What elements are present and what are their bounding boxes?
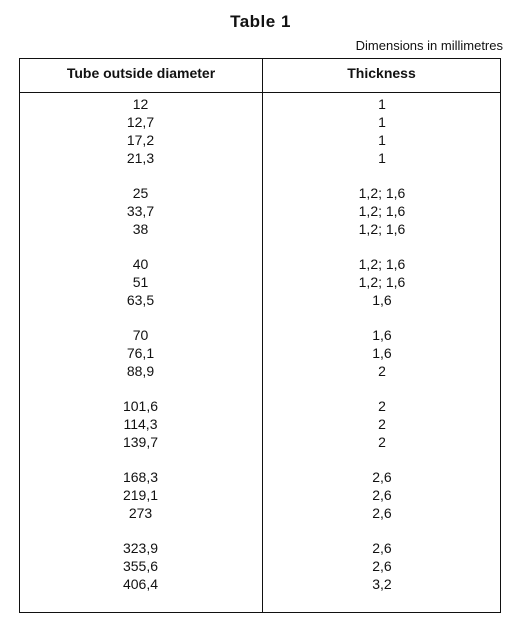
- table-row: [20, 326, 500, 344]
- cell-thickness: 3,2: [372, 576, 392, 592]
- dimensions-table: [19, 58, 501, 613]
- table-row: [20, 397, 500, 415]
- table-row: [20, 486, 500, 504]
- table-row: [20, 557, 500, 575]
- cell-thickness: 1,2; 1,6: [358, 185, 406, 201]
- table-row: [20, 344, 500, 362]
- cell-thickness: 2,6: [372, 505, 392, 521]
- cell-diameter: 25: [132, 185, 149, 201]
- cell-diameter: 40: [132, 256, 149, 272]
- cell-thickness: 2,6: [372, 469, 392, 485]
- table-row: [20, 149, 500, 167]
- row-group: [20, 184, 500, 238]
- table-header-row: [20, 59, 500, 93]
- cell-diameter: 63,5: [126, 292, 155, 308]
- table-row: [20, 362, 500, 380]
- cell-thickness: 1,2; 1,6: [358, 256, 406, 272]
- row-group: [20, 539, 500, 593]
- cell-thickness: 2: [378, 363, 386, 379]
- cell-thickness: 1: [378, 96, 386, 112]
- table-row: [20, 95, 500, 113]
- cell-thickness: 1,2; 1,6: [358, 203, 406, 219]
- cell-thickness: 2: [378, 434, 386, 450]
- cell-diameter: 114,3: [123, 416, 158, 432]
- cell-thickness: 2,6: [372, 558, 392, 574]
- cell-diameter: 76,1: [126, 345, 155, 361]
- row-group: [20, 255, 500, 309]
- cell-thickness: 1: [378, 114, 386, 130]
- cell-diameter: 355,6: [122, 558, 159, 574]
- table-row: [20, 291, 500, 309]
- cell-thickness: 2: [378, 416, 386, 432]
- cell-diameter: 139,7: [122, 434, 159, 450]
- table-row: [20, 113, 500, 131]
- cell-thickness: 2,6: [372, 540, 392, 556]
- cell-diameter: 33,7: [126, 203, 155, 219]
- cell-thickness: 1,6: [372, 327, 392, 343]
- table-body: [20, 95, 500, 610]
- cell-thickness: 1,2; 1,6: [358, 274, 406, 290]
- cell-thickness: 1: [378, 150, 386, 166]
- cell-diameter: 12: [132, 96, 149, 112]
- cell-diameter: 168,3: [122, 469, 159, 485]
- cell-thickness: 2,6: [372, 487, 392, 503]
- cell-thickness: 1,2; 1,6: [358, 221, 406, 237]
- cell-diameter: 12,7: [126, 114, 155, 130]
- table-row: [20, 255, 500, 273]
- table-row: [20, 202, 500, 220]
- cell-diameter: 101,6: [122, 398, 159, 414]
- table-row: [20, 220, 500, 238]
- cell-diameter: 88,9: [126, 363, 155, 379]
- cell-diameter: 406,4: [122, 576, 159, 592]
- cell-diameter: 21,3: [126, 150, 155, 166]
- row-group: [20, 468, 500, 522]
- cell-diameter: 17,2: [126, 132, 155, 148]
- cell-diameter: 38: [132, 221, 149, 237]
- table-row: [20, 575, 500, 593]
- cell-diameter: 273: [128, 505, 153, 521]
- cell-diameter: 323,9: [122, 540, 159, 556]
- table-row: [20, 468, 500, 486]
- table-row: [20, 539, 500, 557]
- cell-thickness: 1: [378, 132, 386, 148]
- table-row: [20, 131, 500, 149]
- table-row: [20, 273, 500, 291]
- table-row: [20, 433, 500, 451]
- cell-thickness: 1,6: [372, 292, 392, 308]
- row-group: [20, 95, 500, 167]
- row-group: [20, 326, 500, 380]
- table-row: [20, 504, 500, 522]
- cell-thickness: 1,6: [372, 345, 392, 361]
- cell-diameter: 51: [132, 274, 149, 290]
- table-row: [20, 415, 500, 433]
- row-group: [20, 397, 500, 451]
- cell-thickness: 2: [378, 398, 386, 414]
- table-title: Table 1: [230, 12, 291, 31]
- cell-diameter: 70: [132, 327, 149, 343]
- header-thickness: Thickness: [347, 65, 416, 81]
- header-tube-outside-diameter: Tube outside diameter: [66, 65, 216, 81]
- table-row: [20, 184, 500, 202]
- cell-diameter: 219,1: [122, 487, 159, 503]
- units-note: Dimensions in millimetres: [355, 38, 503, 53]
